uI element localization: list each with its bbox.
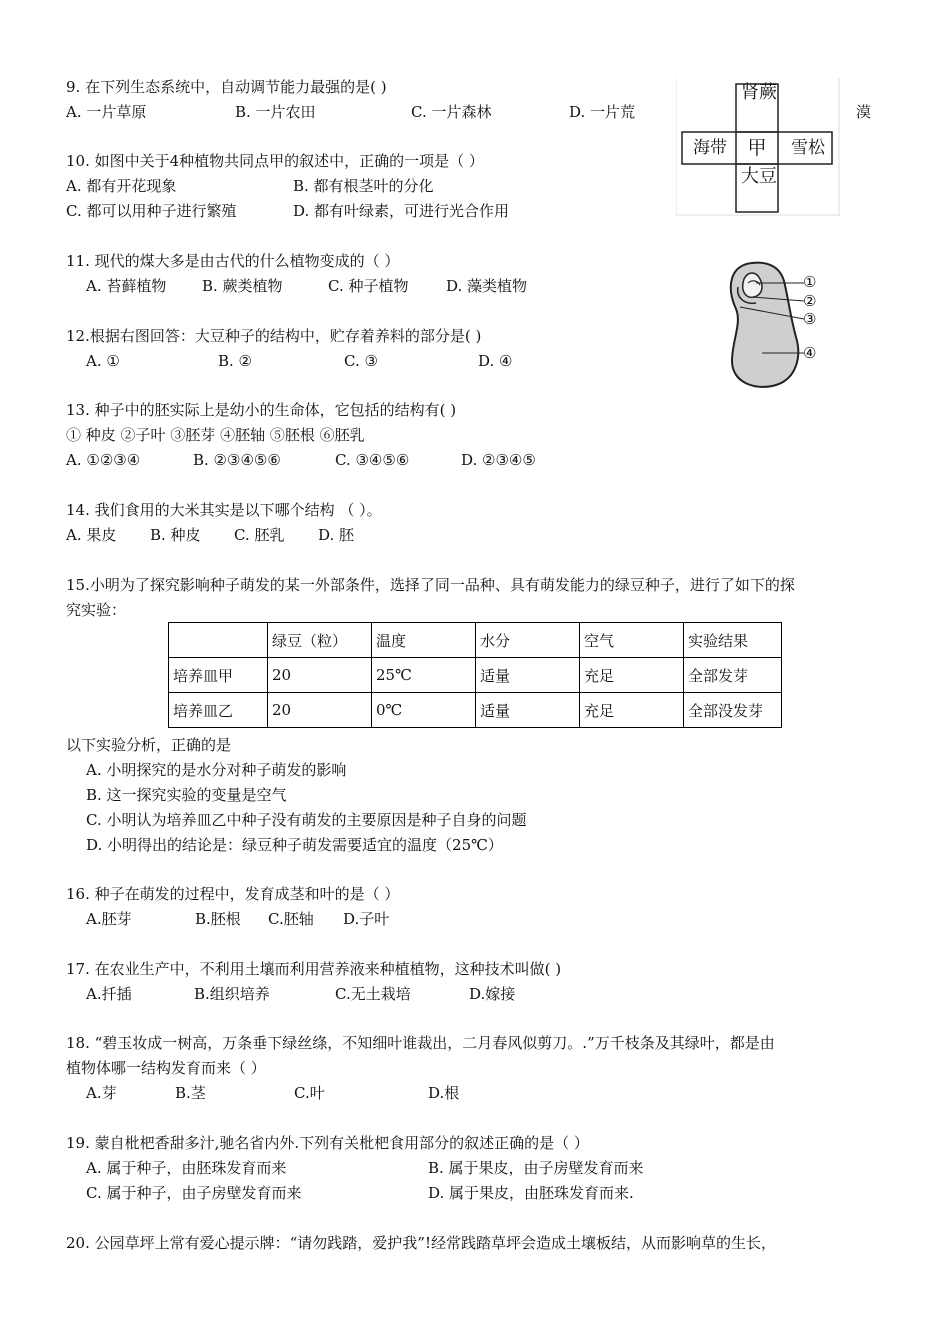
figure2-label-3: ③ (803, 310, 817, 328)
q17-option-b: B.组织培养 (194, 985, 270, 1003)
q15-stem-line1: 15.小明为了探究影响种子萌发的某一外部条件，选择了同一品种、具有萌发能力的绿豆种子，进行了如下的探 (66, 576, 795, 594)
q12-stem: 12.根据右图回答：大豆种子的结构中，贮存着养料的部分是( ) (66, 327, 482, 345)
q14-option-b: B. 种皮 (150, 526, 201, 544)
q19-option-a: A. 属于种子，由胚珠发育而来 (86, 1159, 287, 1177)
q11-option-d: D. 藻类植物 (446, 277, 528, 295)
q14-option-a: A. 果皮 (66, 526, 117, 544)
q12-option-a: A. ① (86, 352, 120, 370)
q16-option-b: B.胚根 (195, 910, 241, 928)
table-cell: 全部没发芽 (684, 693, 782, 728)
q18-option-a: A.芽 (86, 1084, 117, 1102)
table-header-cell: 温度 (372, 623, 476, 658)
table-cell: 20 (268, 658, 372, 693)
table-cell: 适量 (476, 658, 580, 693)
q15-option-d: D. 小明得出的结论是：绿豆种子萌发需要适宜的温度（25℃） (86, 836, 503, 854)
table-header-cell: 水分 (476, 623, 580, 658)
q16-option-c: C.胚轴 (268, 910, 314, 928)
q15-option-a: A. 小明探究的是水分对种子萌发的影响 (86, 761, 347, 779)
q17-option-c: C.无土栽培 (335, 985, 411, 1003)
figure2-label-1: ① (803, 273, 817, 291)
figure2-label-4: ④ (803, 344, 817, 362)
table-header-cell: 空气 (580, 623, 684, 658)
q19-stem: 19. 蒙自枇杷香甜多汁,驰名省内外.下列有关枇杷食用部分的叙述正确的是（ ） (66, 1134, 589, 1152)
q9-option-d: D. 一片荒 (569, 103, 636, 121)
q13-items: ① 种皮 ②子叶 ③胚芽 ④胚轴 ⑤胚根 ⑥胚乳 (66, 426, 365, 444)
table-cell: 充足 (580, 658, 684, 693)
q10-option-d: D. 都有叶绿素，可进行光合作用 (293, 202, 510, 220)
q13-option-a: A. ①②③④ (66, 451, 141, 469)
figure1-top-label: 肾蕨 (741, 82, 777, 103)
table-row (169, 693, 782, 728)
q18-stem-line1: 18. “碧玉妆成一树高，万条垂下绿丝绦，不知细叶谁裁出，二月春风似剪刀。.”万千枝条及其绿叶，都是由 (66, 1034, 775, 1052)
q19-option-d: D. 属于果皮，由胚珠发育而来. (428, 1184, 634, 1202)
q12-option-d: D. ④ (478, 352, 513, 370)
table-cell: 0℃ (372, 693, 476, 728)
table-header-cell: 实验结果 (684, 623, 782, 658)
q13-option-c: C. ③④⑤⑥ (335, 451, 410, 469)
q11-stem: 11. 现代的煤大多是由古代的什么植物变成的（ ） (66, 252, 400, 270)
q12-option-b: B. ② (218, 352, 253, 370)
experiment-table (168, 622, 782, 728)
q11-option-a: A. 苔藓植物 (86, 277, 167, 295)
figure1-center-label: 甲 (747, 137, 767, 159)
table-header-cell (169, 623, 268, 658)
table-cell: 全部发芽 (684, 658, 782, 693)
q13-option-b: B. ②③④⑤⑥ (193, 451, 281, 469)
q10-stem: 10. 如图中关于4种植物共同点甲的叙述中，正确的一项是（ ） (66, 152, 484, 170)
table-cell: 培养皿乙 (169, 693, 268, 728)
q17-stem: 17. 在农业生产中，不利用土壤而利用营养液来种植植物，这种技术叫做( ) (66, 960, 562, 978)
q17-option-a: A.扦插 (86, 985, 132, 1003)
q16-option-a: A.胚芽 (86, 910, 132, 928)
q9-option-d-tail: 漠 (856, 103, 872, 121)
q16-stem: 16. 种子在萌发的过程中，发育成茎和叶的是（ ） (66, 885, 400, 903)
q14-option-c: C. 胚乳 (234, 526, 285, 544)
figure1-left-label: 海带 (693, 138, 727, 158)
table-header-row (169, 623, 782, 658)
figure1-bottom-label: 大豆 (741, 166, 777, 187)
q10-option-c: C. 都可以用种子进行繁殖 (66, 202, 237, 220)
figure1-right-label: 雪松 (791, 138, 825, 158)
q16-option-d: D.子叶 (343, 910, 390, 928)
q15-option-c: C. 小明认为培养皿乙中种子没有萌发的主要原因是种子自身的问题 (86, 811, 527, 829)
table-cell: 20 (268, 693, 372, 728)
q10-option-a: A. 都有开花现象 (66, 177, 177, 195)
table-cell: 25℃ (372, 658, 476, 693)
q12-option-c: C. ③ (344, 352, 378, 370)
table-cell: 培养皿甲 (169, 658, 268, 693)
q9-option-a: A. 一片草原 (66, 103, 147, 121)
q18-option-c: C.叶 (294, 1084, 325, 1102)
q19-option-b: B. 属于果皮，由子房壁发育而来 (428, 1159, 644, 1177)
q19-option-c: C. 属于种子，由子房壁发育而来 (86, 1184, 302, 1202)
q15-lead: 以下实验分析，正确的是 (66, 736, 232, 754)
q9-option-b: B. 一片农田 (235, 103, 316, 121)
q17-option-d: D.嫁接 (469, 985, 516, 1003)
q15-option-b: B. 这一探究实验的变量是空气 (86, 786, 287, 804)
q11-option-b: B. 蕨类植物 (202, 277, 283, 295)
table-row (169, 658, 782, 693)
q18-option-b: B.茎 (175, 1084, 206, 1102)
table-cell: 充足 (580, 693, 684, 728)
q9-option-c: C. 一片森林 (411, 103, 492, 121)
q9-stem: 9. 在下列生态系统中，自动调节能力最强的是( ) (66, 78, 387, 96)
q10-option-b: B. 都有根茎叶的分化 (293, 177, 434, 195)
q18-stem-line2: 植物体哪一结构发育而来（ ） (66, 1059, 266, 1077)
q13-option-d: D. ②③④⑤ (461, 451, 536, 469)
q15-stem-line2: 究实验： (66, 601, 127, 619)
figure2-label-2: ② (803, 292, 817, 310)
q14-option-d: D. 胚 (318, 526, 355, 544)
table-header-cell: 绿豆（粒） (268, 623, 372, 658)
q11-option-c: C. 种子植物 (328, 277, 409, 295)
table-cell: 适量 (476, 693, 580, 728)
q14-stem: 14. 我们食用的大米其实是以下哪个结构 （ ）。 (66, 501, 382, 519)
q18-option-d: D.根 (428, 1084, 460, 1102)
q20-stem: 20. 公园草坪上常有爱心提示牌：“请勿践踏，爱护我”!经常践踏草坪会造成土壤板结，从而影响草的生长， (66, 1234, 776, 1252)
q13-stem: 13. 种子中的胚实际上是幼小的生命体，它包括的结构有( ) (66, 401, 457, 419)
